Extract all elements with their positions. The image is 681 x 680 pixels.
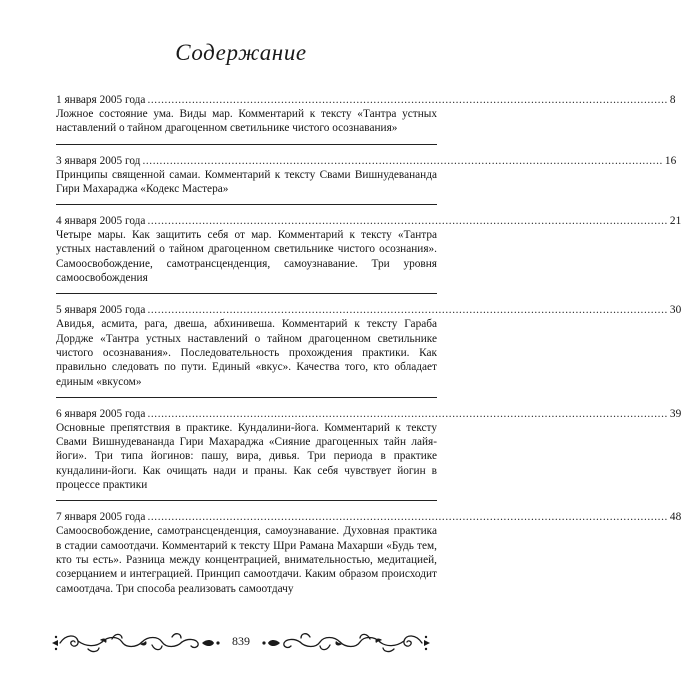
toc-entry-date: 7 января 2005 года: [56, 511, 146, 524]
toc-entry-header: [56, 407, 681, 421]
leader-dots: ........................................................................................................................................................: [142, 154, 663, 167]
toc-entry[interactable]: [56, 510, 681, 595]
toc-entry-page: 16: [664, 154, 677, 167]
toc-entry-header: [56, 510, 681, 524]
toc-entry-page: 8: [669, 94, 676, 106]
toc-entry-description: Авидья, асмита, рага, двеша, абхинивеша. Комментарий к тексту Гараба Дордже «Тантра устных наставлений о тайном драгоценном светильнике чистого осознавания». Последовательность прохождения практики. Как правильно следовать по пути. Единый «вкус». Качества того, кто обладает единым «вкусом»: [56, 318, 437, 388]
divider: [56, 293, 437, 294]
toc-entry-date: 6 января 2005 года: [56, 407, 146, 420]
toc-entry-description: Самоосвобождение, самотрансценденция, самоузнавание. Духовная практика в стадии самоотдачи. Комментарий к тексту Шри Рамана Махарши «Будь тем, кто ты есть». Разница между концентрацией, внимательностью, медитацией, созерцанием и интеграцией. Принцип самоотдачи. Каким образом происходит самоотдача. Три способа реализовать самоотдачу: [56, 525, 437, 595]
divider: [56, 204, 437, 205]
toc-entry[interactable]: [56, 154, 677, 206]
page-title: Содержание: [175, 40, 307, 65]
leader-dots: ........................................................................................................................................................: [147, 511, 668, 524]
toc-entry-page: 48: [669, 511, 681, 524]
toc-entry-page: 39: [669, 407, 681, 420]
leader-dots: ........................................................................................................................................................: [147, 94, 668, 106]
toc-entry[interactable]: [56, 214, 681, 294]
toc-entry-description: Ложное состояние ума. Виды мар. Комментарий к тексту «Тантра устных наставлений о тайном драгоценном светильнике чистого осознавания»: [56, 108, 437, 135]
leader-dots: ........................................................................................................................................................: [147, 407, 668, 420]
toc-entry-date: 4 января 2005 года: [56, 215, 146, 228]
page-number: 839: [232, 634, 250, 648]
toc-entry[interactable]: [56, 303, 681, 397]
floral-scroll-ornament-icon: [262, 630, 430, 656]
divider: [56, 397, 437, 398]
divider: [56, 500, 437, 501]
toc-entry-page: 21: [669, 215, 681, 228]
toc-entry-date: 3 января 2005 год: [56, 154, 141, 167]
toc-entry-header: [56, 214, 681, 228]
toc-entry-description: Основные препятствия в практике. Кундалини-йога. Комментарий к тексту Свами Вишнудевананда Гири Махараджа «Сияние драгоценных тайн лайя-йоги». Три типа йогинов: пашу, вира, дивья. Три периода в практике кундалини-йоги. Как очищать нади и праны. Как себя чувствует йогин в процессе практики: [56, 421, 437, 492]
toc-entry-description: Четыре мары. Как защитить себя от мар. Комментарий к тексту «Тантра устных наставлений о тайном драгоценном светильнике чистого осознания». Самоосвобождение, самотрансценденция, самоузнавание. Три уровня самоосвобождения: [56, 229, 437, 285]
toc-entry-description: Принципы священной самаи. Комментарий к тексту Свами Вишнудевананда Гири Махараджа «Кодекс Мастера»: [56, 168, 437, 195]
toc-entry-header: [56, 93, 676, 107]
toc-entry-header: [56, 303, 681, 317]
toc-entry-page: 30: [669, 304, 681, 317]
toc-entry[interactable]: [56, 93, 676, 145]
leader-dots: ........................................................................................................................................................: [147, 304, 668, 317]
toc-list: [56, 93, 681, 596]
leader-dots: ........................................................................................................................................................: [147, 215, 668, 228]
toc-entry-header: [56, 154, 677, 168]
divider: [56, 144, 437, 145]
toc-entry-date: 5 января 2005 года: [56, 304, 146, 317]
toc-entry[interactable]: [56, 407, 681, 501]
toc-entry-date: 1 января 2005 года: [56, 94, 146, 106]
page-footer: [52, 630, 430, 656]
